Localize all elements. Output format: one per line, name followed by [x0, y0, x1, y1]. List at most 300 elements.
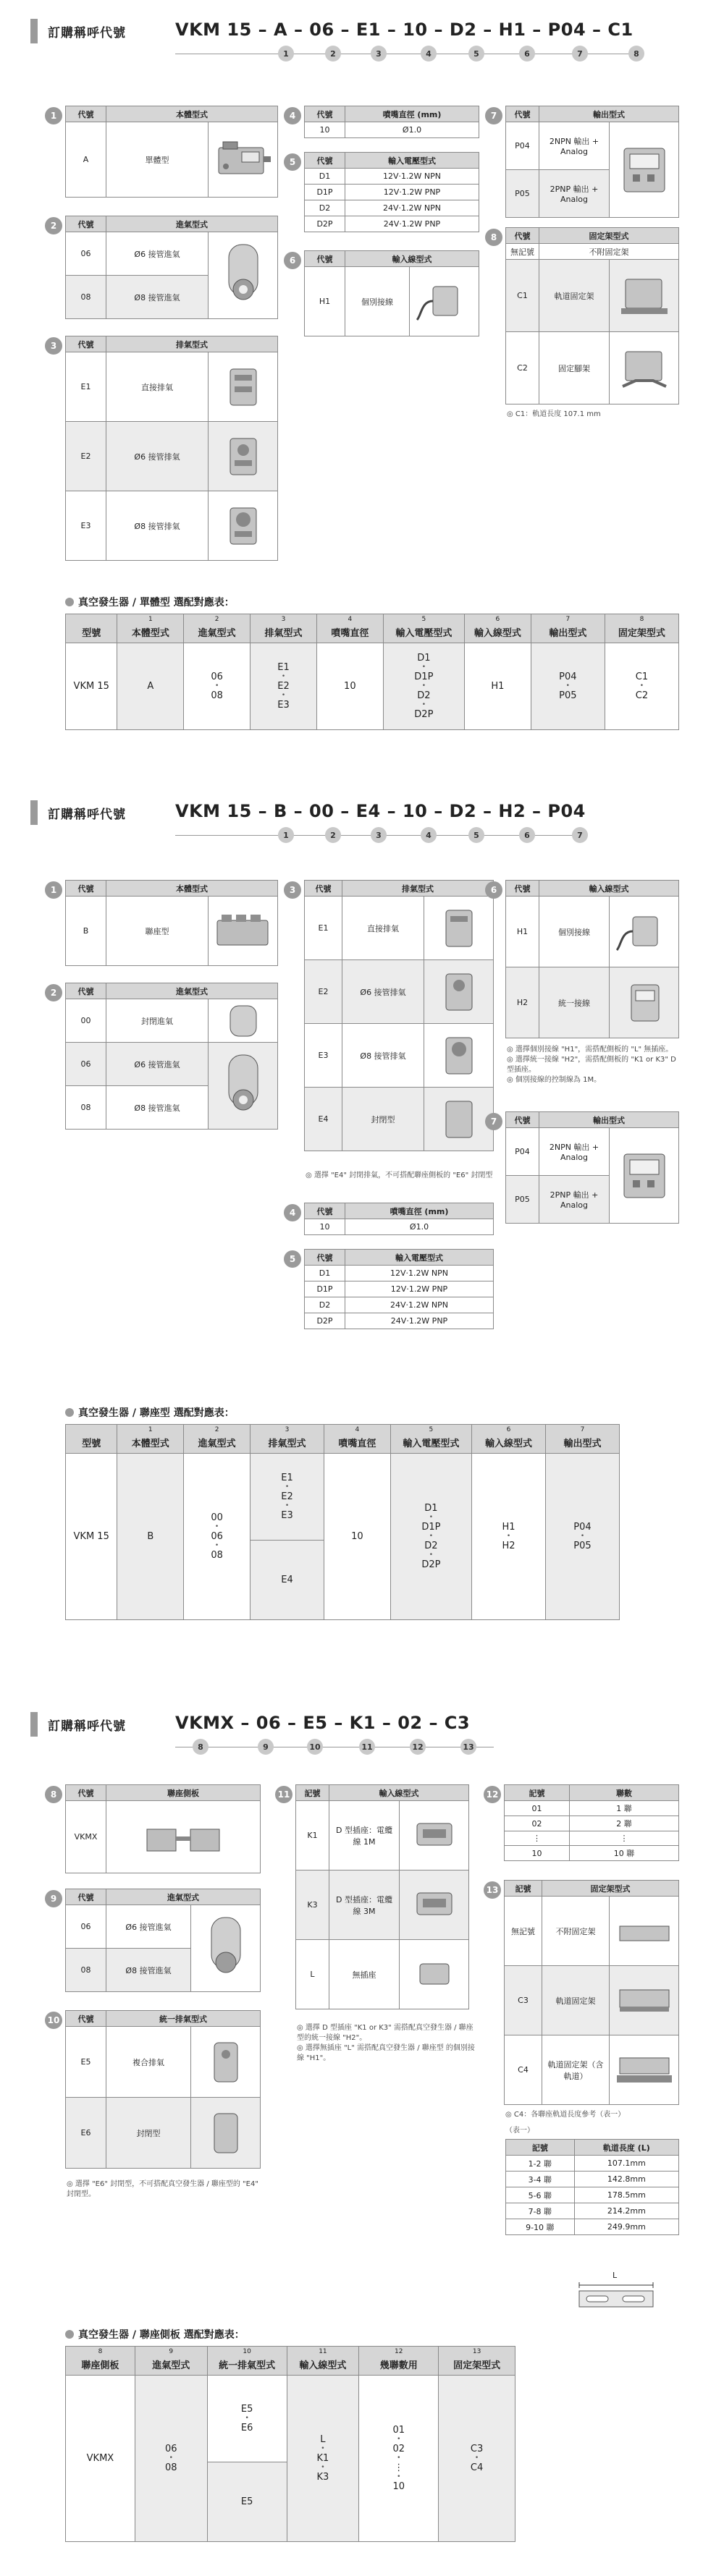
option-badge: 8 [485, 229, 502, 246]
col-code: 代號 [305, 251, 345, 267]
option-badge: 4 [284, 107, 301, 124]
nozzle-table [304, 106, 479, 138]
option-value: D1P [414, 671, 434, 682]
option-badge: 5 [284, 153, 301, 171]
option-desc: 10 聯 [570, 1846, 679, 1861]
option-value: 02 [392, 2444, 405, 2454]
option-badge: 7 [485, 1113, 502, 1130]
option-value: VKMX [86, 2453, 114, 2464]
matrix-col-number: 12 [395, 2348, 403, 2355]
matrix-col-head [383, 614, 464, 643]
option-badge: 3 [45, 337, 62, 355]
section-header [30, 800, 126, 825]
table-cell: 5-6 聯 [506, 2187, 575, 2203]
option-desc: 軌道固定架 [539, 260, 610, 332]
col-head: 輸入線型式 [329, 1785, 469, 1801]
col-head: 聯數 [570, 1785, 679, 1801]
wire-note-line: ◎ 個別接線的控制線為 1M。 [507, 1076, 602, 1084]
rail-diagram [576, 2271, 656, 2314]
option-code: 06 [66, 1905, 106, 1949]
option-value: E5 [240, 2404, 253, 2415]
option-desc: 單體型 [106, 122, 209, 198]
option-value: D2P [414, 709, 434, 720]
table-cell: 3-4 聯 [506, 2172, 575, 2187]
col-code: 代號 [66, 1889, 106, 1905]
option-badge: 2 [45, 217, 62, 234]
option-code: C3 [505, 1966, 542, 2035]
order-code: VKM 15 – A – 06 – E1 – 10 – D2 – H1 – P04 – C1 [175, 20, 634, 40]
option-value: 10 [351, 1531, 363, 1542]
table-cell: 9-10 聯 [506, 2219, 575, 2235]
separator-dot: • [214, 1542, 219, 1549]
bracket-note: ◎ C1：軌道長度 107.1 mm [507, 410, 601, 418]
side-plate-table [65, 1784, 261, 1873]
col-head: 固定架型式 [539, 228, 679, 244]
option-value: E3 [281, 1510, 293, 1521]
option-desc: 12V‧1.2W NPN [345, 1266, 494, 1281]
separator-dot: • [285, 1502, 290, 1509]
option-value: 06 [211, 1531, 223, 1542]
option-desc: ⋮ [570, 1831, 679, 1846]
matrix-col-head [471, 1425, 545, 1454]
option-value: E2 [281, 1491, 293, 1502]
matrix-col-label: 型號 [82, 628, 101, 639]
option-desc: 直接排氣 [106, 352, 209, 422]
matrix-col-number: 7 [565, 616, 571, 623]
separator-dot: • [429, 1551, 434, 1559]
matrix-col-head [66, 2347, 135, 2376]
option-value: 08 [211, 1550, 223, 1561]
option-code: D1 [305, 1266, 345, 1281]
matrix-col-label: 本體型式 [131, 1439, 169, 1449]
matrix-col-head [464, 614, 531, 643]
option-desc: 封閉型 [106, 2098, 191, 2169]
option-code: E1 [66, 352, 106, 422]
matrix-col-head [390, 1425, 471, 1454]
matrix-col-label: 排氣型式 [264, 628, 303, 639]
matrix-col-label: 排氣型式 [268, 1439, 306, 1449]
col-head: 本體型式 [106, 881, 278, 897]
input-wire-table [304, 250, 479, 336]
matrix-cell [66, 643, 117, 730]
input-wire-table [295, 1784, 469, 2009]
option-value: 10 [344, 681, 356, 692]
option-desc: 複合排氣 [106, 2027, 191, 2098]
code-number: 4 [421, 827, 437, 843]
option-code: D2 [305, 1297, 345, 1313]
option-value: P04 [559, 671, 577, 682]
table-row [506, 2187, 679, 2203]
option-desc: Ø8 接管進氣 [106, 1086, 209, 1130]
section-side-plate [0, 1693, 724, 2576]
matrix-cell [117, 1454, 184, 1620]
option-code: D1P [305, 1281, 345, 1297]
option-desc: 統一接線 [539, 967, 610, 1038]
option-value: D2P [421, 1559, 441, 1570]
exhaust-image [424, 960, 494, 1024]
option-desc: Ø8 接管排氣 [342, 1024, 424, 1088]
option-code: 10 [305, 122, 345, 138]
header-bar [30, 800, 38, 825]
matrix-col-label: 進氣型式 [152, 2360, 190, 2371]
code-number: 12 [410, 1739, 426, 1755]
col-head: 進氣型式 [106, 216, 278, 232]
col-head: 統一排氣型式 [106, 2011, 261, 2027]
exhaust-image [424, 1024, 494, 1088]
matrix-cell [207, 2462, 287, 2542]
matrix-col-number: 4 [348, 616, 353, 623]
option-desc: 個別接線 [539, 897, 610, 967]
col-head: 噴嘴直徑 (mm) [345, 1203, 494, 1219]
matrix-col-number: 7 [580, 1426, 585, 1433]
matrix-col-head [66, 614, 117, 643]
option-code: 無記號 [505, 1897, 542, 1966]
station-count-table [504, 1784, 679, 1861]
code-number: 5 [468, 827, 484, 843]
option-value: E5 [240, 2496, 253, 2507]
option-badge: 8 [45, 1786, 62, 1803]
option-code: 00 [66, 999, 106, 1043]
option-desc: Ø6 接管進氣 [106, 1905, 191, 1949]
wire-note [507, 1045, 681, 1085]
section-title: 訂購稱呼代號 [48, 1719, 126, 1734]
rail-icon [576, 2281, 656, 2314]
separator-dot: • [397, 2436, 401, 2443]
separator-dot: • [397, 2454, 401, 2462]
option-code: C2 [506, 332, 539, 404]
option-desc: 2PNP 輸出 + Analog [539, 170, 610, 218]
option-badge: 12 [484, 1786, 501, 1803]
matrix-col-head [316, 614, 383, 643]
matrix-col-label: 型號 [82, 1439, 101, 1449]
option-code: 01 [505, 1801, 570, 1816]
matrix-col-label: 固定架型式 [453, 2360, 501, 2371]
section-header [30, 1712, 126, 1737]
separator-dot: • [285, 1483, 290, 1491]
matrix-cell [184, 1454, 251, 1620]
option-desc: 個別接線 [345, 267, 410, 336]
matrix-col-number: 1 [148, 1426, 153, 1433]
option-desc: Ø1.0 [345, 122, 479, 138]
col-code: 代號 [506, 881, 539, 897]
col-code: 代號 [66, 2011, 106, 2027]
col-mark: 記號 [505, 1785, 570, 1801]
matrix-cell [390, 1454, 471, 1620]
col-code: 代號 [66, 216, 106, 232]
col-head: 輸入線型式 [539, 881, 679, 897]
separator-dot: • [214, 1523, 219, 1530]
matrix-col-number: 11 [319, 2348, 327, 2355]
option-value: C1 [635, 671, 649, 682]
section-single-type [0, 0, 724, 753]
section-header [30, 19, 126, 43]
option-value: C3 [470, 2444, 484, 2454]
matrix-cell [316, 643, 383, 730]
col-head: 本體型式 [106, 106, 278, 122]
option-value: D1P [421, 1522, 441, 1533]
matrix-cell [207, 2376, 287, 2462]
matrix-col-head [324, 1425, 390, 1454]
separator-dot: • [565, 682, 570, 690]
col-head: 輸出型式 [539, 106, 679, 122]
separator-dot: • [245, 2415, 249, 2422]
table-cell: 1-2 聯 [506, 2156, 575, 2172]
col-head: 聯座側板 [106, 1785, 261, 1801]
table-row [506, 2156, 679, 2172]
table-cell: 178.5mm [574, 2187, 678, 2203]
connector-image [400, 1801, 469, 1870]
exhaust-image [424, 897, 494, 960]
matrix-cell [531, 643, 605, 730]
sensor-image [610, 122, 679, 218]
option-desc: 2PNP 輸出 + Analog [539, 1176, 610, 1224]
intake-type-table [65, 216, 278, 319]
col-code: 代號 [305, 881, 342, 897]
matrix-col-number: 8 [639, 616, 644, 623]
option-value: 06 [211, 671, 223, 682]
bracket-image [610, 1966, 679, 2035]
option-code: A [66, 122, 106, 198]
option-value: VKM 15 [73, 681, 109, 692]
code-number: 6 [519, 46, 535, 62]
section-manifold-type [0, 781, 724, 1693]
option-value: H2 [502, 1541, 515, 1551]
option-code: L [296, 1940, 329, 2009]
sensor-image [610, 1128, 679, 1224]
option-badge: 3 [284, 881, 301, 899]
matrix-col-number: 5 [421, 616, 426, 623]
option-code: 08 [66, 1086, 106, 1130]
matrix-col-head [117, 1425, 184, 1454]
option-code: P04 [506, 122, 539, 170]
exhaust-image [209, 422, 278, 491]
option-value: L [320, 2434, 326, 2445]
separator-dot: • [639, 682, 644, 690]
separator-dot: • [397, 2473, 401, 2480]
col-head: 噴嘴直徑 (mm) [345, 106, 479, 122]
option-badge: 1 [45, 881, 62, 899]
option-value: P04 [573, 1522, 592, 1533]
option-code: E2 [66, 422, 106, 491]
separator-dot: • [429, 1514, 434, 1521]
option-badge: 13 [484, 1881, 501, 1899]
wire-image [410, 267, 479, 336]
matrix-title [65, 1405, 235, 1420]
option-desc: 2NPN 輸出 + Analog [539, 122, 610, 170]
matrix-cell [464, 643, 531, 730]
matrix-cell [383, 643, 464, 730]
code-number: 10 [307, 1739, 323, 1755]
header-bar [30, 1712, 38, 1737]
code-number: 8 [193, 1739, 209, 1755]
side-plate-image [106, 1801, 261, 1873]
option-badge: 9 [45, 1890, 62, 1907]
option-value: C4 [470, 2462, 484, 2473]
col-code: 代號 [506, 106, 539, 122]
option-desc: 12V‧1.2W PNP [345, 185, 479, 200]
code-number: 3 [371, 827, 387, 843]
option-code: H1 [305, 267, 345, 336]
option-code: D2P [305, 216, 345, 232]
bullet-dot [65, 598, 74, 606]
option-value: 06 [165, 2444, 177, 2454]
intake-type-table [65, 983, 278, 1130]
option-value: ⋮ [394, 2462, 404, 2473]
option-desc: 2NPN 輸出 + Analog [539, 1128, 610, 1176]
option-desc: 12V‧1.2W NPN [345, 169, 479, 185]
option-code: D2P [305, 1313, 345, 1329]
option-code: 08 [66, 1949, 106, 1992]
matrix-col-label: 輸出型式 [563, 1439, 602, 1449]
input-wire-table [505, 880, 679, 1038]
option-code: P04 [506, 1128, 539, 1176]
option-desc: 不附固定架 [539, 244, 679, 260]
col-code: 代號 [305, 1203, 345, 1219]
matrix-col-number: 8 [98, 2348, 103, 2355]
matrix-col-label: 輸入電壓型式 [395, 628, 452, 639]
option-value: E1 [281, 1473, 293, 1483]
matrix-cell [184, 643, 251, 730]
option-desc: 封閉進氣 [106, 999, 209, 1043]
option-desc: 1 聯 [570, 1801, 679, 1816]
matrix-col-label: 輸入電壓型式 [403, 1439, 460, 1449]
matrix-col-label: 輸出型式 [549, 628, 587, 639]
col-head: 輸入線型式 [345, 251, 479, 267]
matrix-col-head [531, 614, 605, 643]
matrix-col-number: 2 [214, 616, 219, 623]
exhaust-type-table [304, 880, 494, 1151]
code-number: 1 [278, 46, 294, 62]
separator-dot: • [421, 701, 426, 708]
option-value: P05 [559, 690, 577, 701]
matrix-col-label: 噴嘴直徑 [338, 1439, 376, 1449]
option-value: E1 [277, 662, 290, 673]
matrix-col-label: 統一排氣型式 [219, 2360, 276, 2371]
matrix-col-label: 輸入線型式 [473, 628, 521, 639]
matrix-cell [250, 1541, 324, 1620]
option-value: D2 [424, 1541, 438, 1551]
nozzle-table [304, 1203, 494, 1235]
connector-image [400, 1940, 469, 2009]
exhaust-image [209, 352, 278, 422]
col-head: 進氣型式 [106, 983, 278, 999]
header-bar [30, 19, 38, 43]
matrix-col-label: 本體型式 [131, 628, 169, 639]
option-code: 10 [305, 1219, 345, 1235]
option-code: H2 [506, 967, 539, 1038]
col-code: 代號 [66, 106, 106, 122]
section-title: 訂購稱呼代號 [48, 25, 126, 41]
code-number: 3 [371, 46, 387, 62]
matrix-col-head [439, 2347, 515, 2376]
col-code: 代號 [506, 1112, 539, 1128]
rail-length-label: L [613, 2271, 618, 2280]
col-code: 代號 [66, 1785, 106, 1801]
option-badge: 2 [45, 984, 62, 1001]
option-desc: Ø8 接管排氣 [106, 491, 209, 561]
option-code: E6 [66, 2098, 106, 2169]
matrix-cell [250, 1454, 324, 1541]
code-number: 13 [460, 1739, 476, 1755]
separator-dot: • [506, 1533, 511, 1540]
option-code: 08 [66, 276, 106, 319]
matrix-cell [251, 643, 317, 730]
option-desc: Ø6 接管排氣 [106, 422, 209, 491]
order-code: VKM 15 – B – 00 – E4 – 10 – D2 – H2 – P04 [175, 801, 586, 821]
matrix-col-number: 3 [281, 616, 286, 623]
option-desc: Ø6 接管排氣 [342, 960, 424, 1024]
code-number: 6 [519, 827, 535, 843]
option-badge: 6 [284, 252, 301, 269]
intake-type-table [65, 1889, 261, 1992]
matrix-col-head [117, 614, 184, 643]
exhaust-image [191, 2027, 261, 2098]
matrix-col-label: 幾聯數用 [379, 2360, 418, 2371]
code-number: 2 [325, 46, 341, 62]
option-code: C4 [505, 2035, 542, 2105]
col-mark: 記號 [506, 2140, 575, 2156]
option-desc: 12V‧1.2W PNP [345, 1281, 494, 1297]
col-length: 軌道長度 (L) [574, 2140, 678, 2156]
matrix-title-text: 真空發生器 / 聯座側板 選配對應表： [78, 2329, 245, 2341]
length-table-caption: （表一） [505, 2127, 534, 2135]
matrix-col-head [184, 1425, 251, 1454]
separator-dot: • [474, 2454, 479, 2462]
option-value: 08 [165, 2462, 177, 2473]
output-table [505, 1111, 679, 1224]
option-value: 10 [392, 2481, 405, 2492]
option-value: E4 [281, 1575, 293, 1585]
rail-length-table [505, 2139, 679, 2235]
matrix-col-number: 6 [495, 616, 500, 623]
manifold-image [209, 897, 278, 966]
matrix-title [65, 2327, 245, 2342]
option-badge: 11 [275, 1786, 292, 1803]
matrix-col-number: 6 [506, 1426, 511, 1433]
matrix-title-text: 真空發生器 / 單體型 選配對應表： [78, 597, 235, 609]
option-code: D1 [305, 169, 345, 185]
matrix-cell [359, 2376, 439, 2542]
col-code: 代號 [66, 336, 106, 352]
matrix-col-number: 4 [355, 1426, 360, 1433]
table-row [506, 2172, 679, 2187]
matrix-col-number: 9 [169, 2348, 174, 2355]
wire-note-line: ◎ 選擇個別接線 "H1"，需搭配側板的 "L" 無插座。 [507, 1046, 673, 1054]
option-desc: Ø8 接管進氣 [106, 276, 209, 319]
bullet-dot [65, 2330, 74, 2339]
option-value: E2 [277, 681, 290, 692]
code-number: 7 [572, 46, 588, 62]
col-head: 輸出型式 [539, 1112, 679, 1128]
option-code: P05 [506, 1176, 539, 1224]
table-cell: 142.8mm [574, 2172, 678, 2187]
matrix-cell [545, 1454, 619, 1620]
side-plate-matrix [65, 2346, 515, 2542]
code-number: 1 [278, 827, 294, 843]
manifold-image [209, 122, 278, 198]
connector-note [297, 2023, 478, 2064]
bracket-note: ◎ C4：各聯座軌道長度參考（表一） [505, 2111, 626, 2119]
code-number: 9 [258, 1739, 274, 1755]
exhaust-image [209, 491, 278, 561]
option-code: P05 [506, 170, 539, 218]
option-desc: 軌道固定架（含軌道） [542, 2035, 610, 2105]
connector-note-line: ◎ 選擇 D 型插座 "K1 or K3" 需搭配真空發生器 / 聯座型的統一接線 "H2"。 [297, 2024, 473, 2042]
matrix-title [65, 595, 235, 609]
option-value: B [147, 1531, 154, 1542]
option-code: K3 [296, 1870, 329, 1940]
option-code: H1 [506, 897, 539, 967]
